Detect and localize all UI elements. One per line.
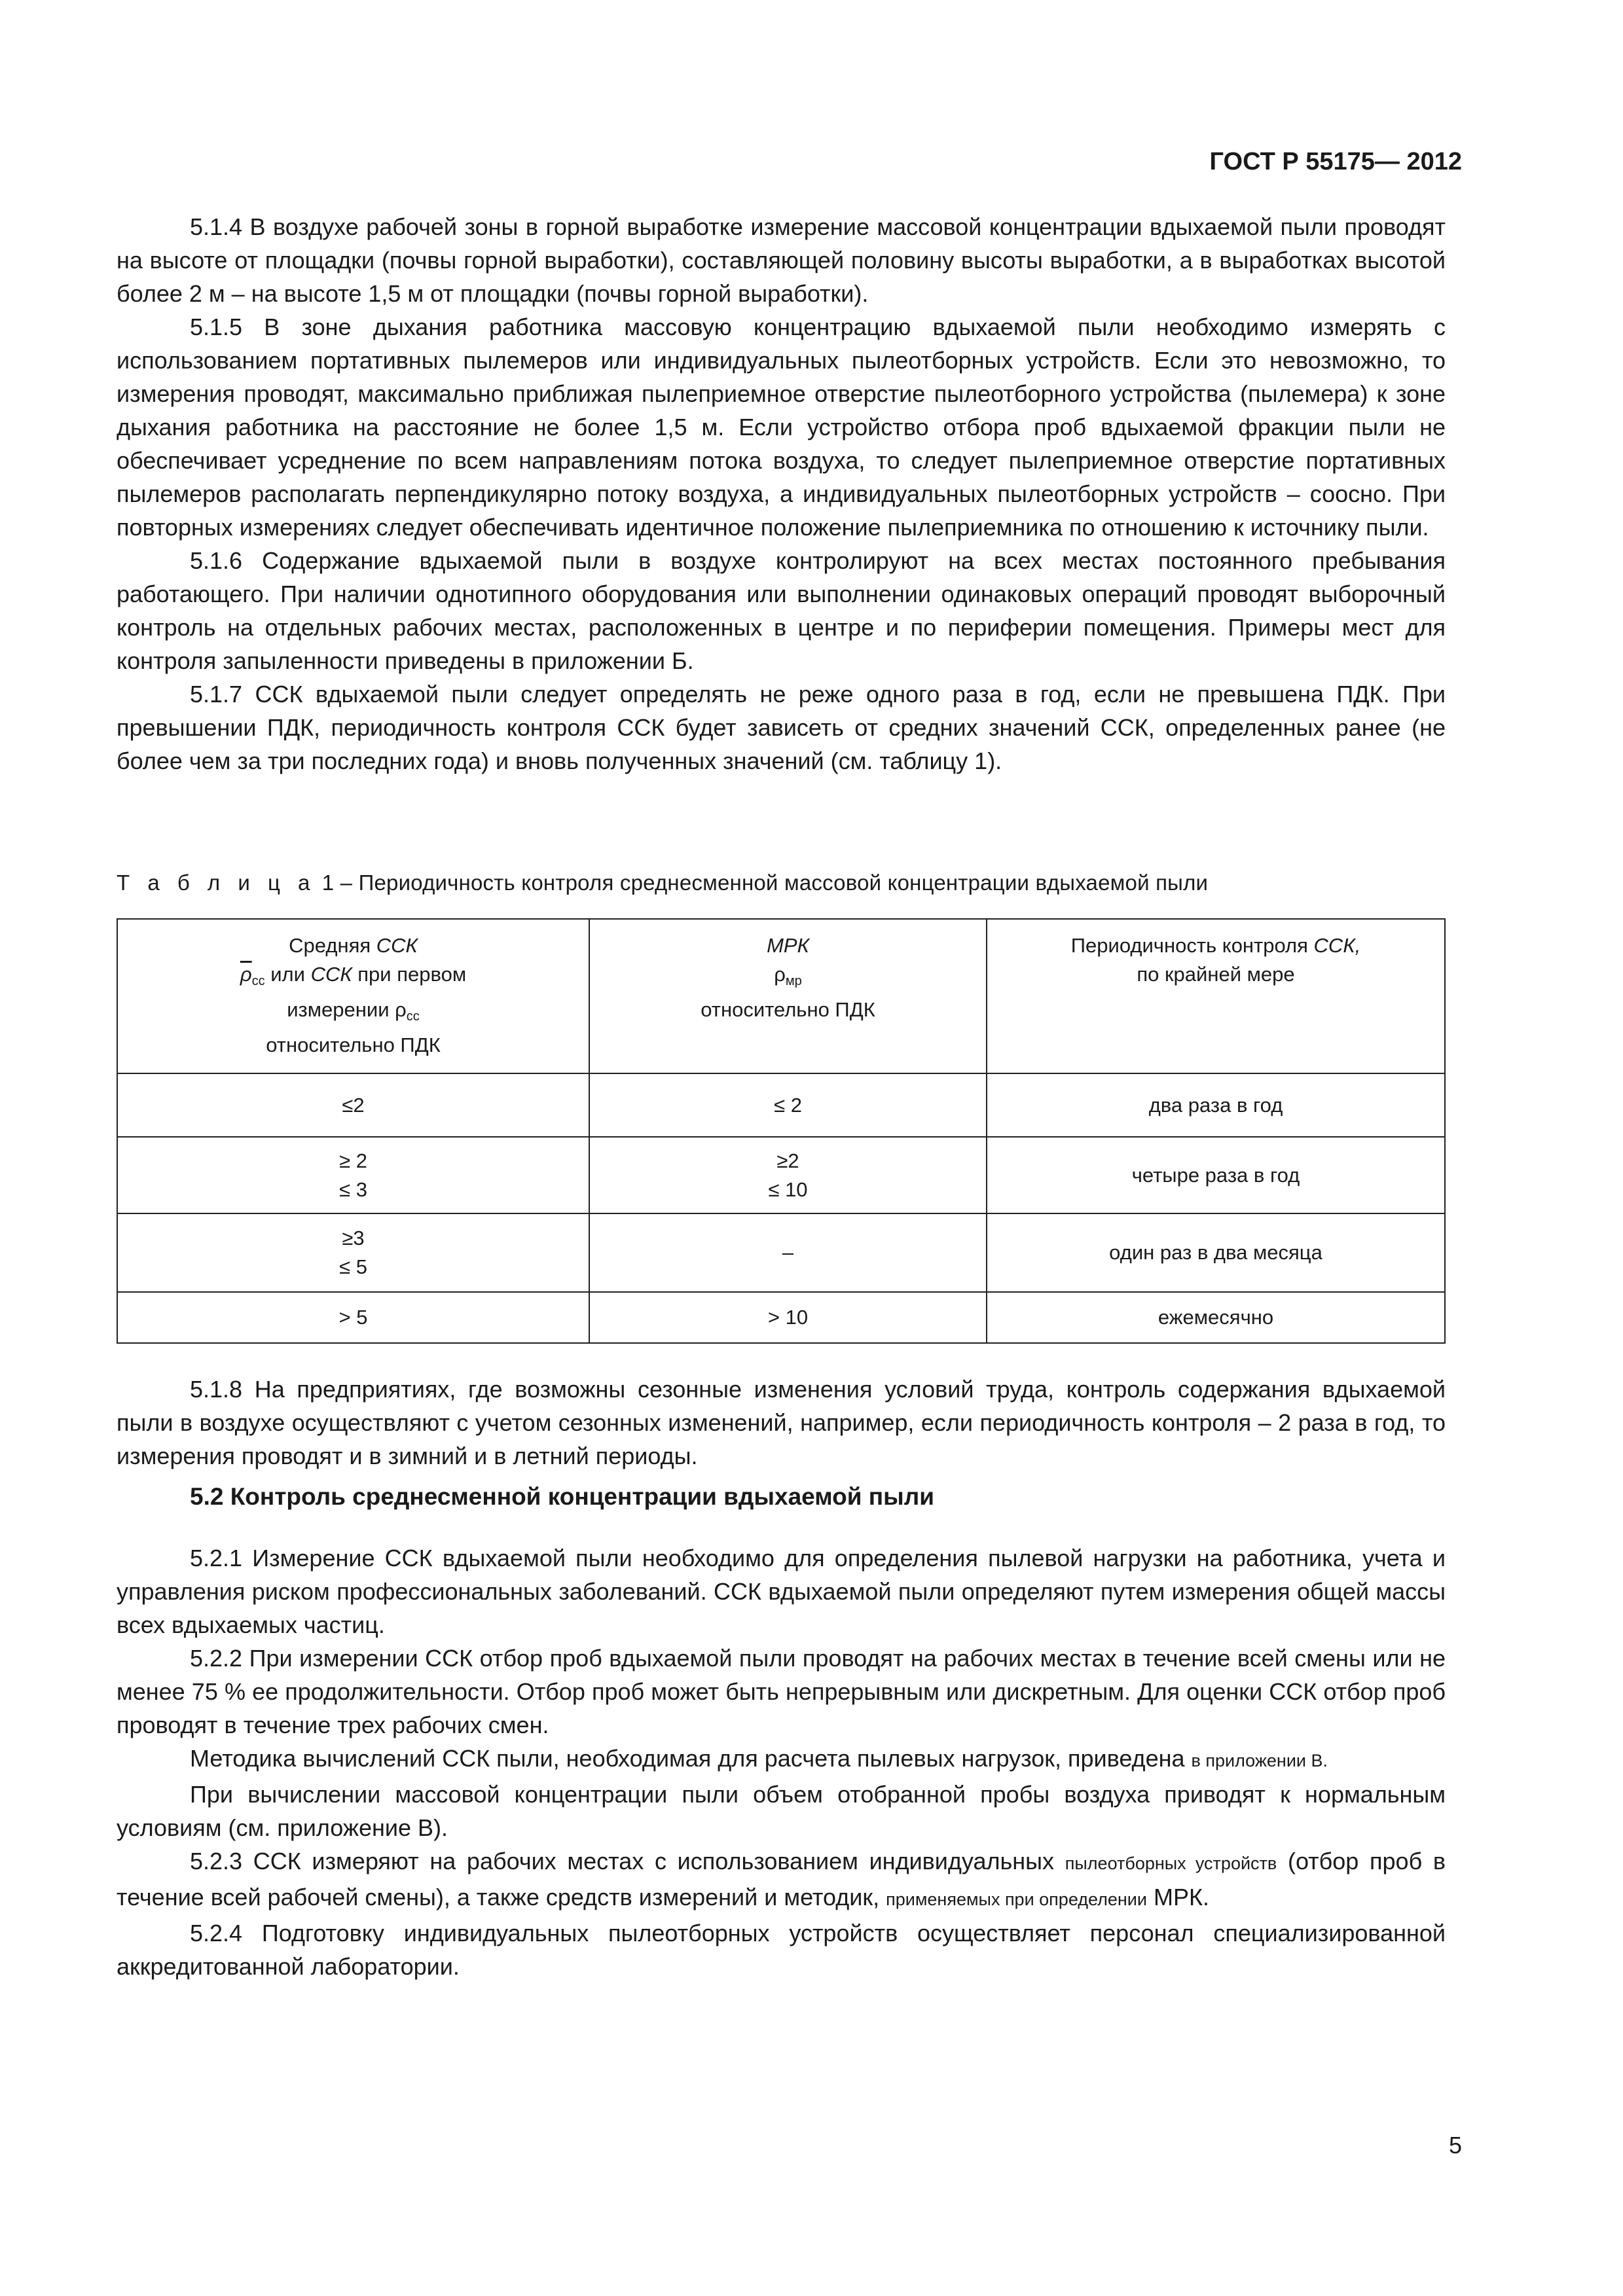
table-cell: ежемесячно bbox=[987, 1292, 1445, 1343]
table-caption-label: Т а б л и ц а bbox=[117, 870, 316, 895]
table-caption-text: 1 – Периодичность контроля среднесменной массовой концентрации вдыхаемой пыли bbox=[316, 870, 1209, 895]
paragraph-5-1-8-block bbox=[117, 1372, 1446, 1473]
table-cell: – bbox=[589, 1213, 987, 1292]
table-caption bbox=[117, 870, 1208, 895]
table-row bbox=[117, 1073, 1445, 1137]
table-cell: ≥2 ≤ 10 bbox=[589, 1137, 987, 1213]
section-5-1-text bbox=[117, 210, 1446, 778]
page-number: 5 bbox=[1448, 2132, 1462, 2159]
paragraph-5-1-7: 5.1.7 ССК вдыхаемой пыли следует определять не реже одного раза в год, если не превышена ПДК. При превышении ПДК, периодичность контроля ССК будет зависеть от средних значений ССК, определенных ранее (не более чем за три последних года) и вновь полученных значений (см. таблицу 1). bbox=[117, 681, 1446, 774]
table-row bbox=[117, 1292, 1445, 1343]
table-row bbox=[117, 1137, 1445, 1213]
header-cell-average: Средняя ССК $\overline{\rho}_{cc}$ или ССК при первом измерении $\rho_{cc}$ относительно ПДК bbox=[117, 919, 589, 1073]
paragraph-5-2-2: 5.2.2 При измерении ССК отбор проб вдыхаемой пыли проводят на рабочих местах в течение всей смены или не менее 75 % ее продолжительности. Отбор проб может быть непрерывным или дискретным. Для оценки ССК отбор проб проводят в течение трех рабочих смен. bbox=[117, 1645, 1446, 1738]
table-cell: ≥3 ≤ 5 bbox=[117, 1213, 589, 1292]
table-cell: > 5 bbox=[117, 1292, 589, 1343]
table-cell: ≤2 bbox=[117, 1073, 589, 1137]
table-cell: четыре раза в год bbox=[987, 1137, 1445, 1213]
table-cell: один раз в два месяца bbox=[987, 1213, 1445, 1292]
paragraph-5-1-5: 5.1.5 В зоне дыхания работника массовую концентрацию вдыхаемой пыли необходимо измерять с использованием портативных пылемеров или индивидуальных пылеотборных устройств. Если это невозможно, то измерения проводят, максимально приближая пылеприемное отверстие пылеотборного устройства (пылемера) к зоне дыхания работника на расстояние не более 1,5 м. Если устройство отбора проб вдыхаемой фракции пыли не обеспечивает усреднение по всем направлениям потока воздуха, то следует пылеприемное отверстие портативных пылемеров располагать перпендикулярно потоку воздуха, а индивидуальных пылеотборных устройств – соосно. При повторных измерениях следует обеспечивать идентичное положение пылеприемника по отношению к источнику пыли. bbox=[117, 314, 1446, 541]
paragraph-5-2-3: 5.2.3 ССК измеряют на рабочих местах с использованием индивидуальных пылеотборных устройств (отбор проб в течение всей рабочей смены), а также средств измерений и методик, применяемых при определении МРК. bbox=[117, 1848, 1446, 1910]
table-cell: > 10 bbox=[589, 1292, 987, 1343]
paragraph-5-1-8: 5.1.8 На предприятиях, где возможны сезонные изменения условий труда, контроль содержания вдыхаемой пыли в воздухе осуществляют с учетом сезонных изменений, например, если периодичность контроля – 2 раза в год, то измерения проводят и в зимний и в летний периоды. bbox=[117, 1376, 1446, 1469]
table-header-row bbox=[117, 919, 1445, 1073]
paragraph-5-2-4: 5.2.4 Подготовку индивидуальных пылеотборных устройств осуществляет персонал специализированной аккредитованной лаборатории. bbox=[117, 1920, 1446, 1980]
periodicity-table bbox=[117, 918, 1446, 1344]
header-cell-mrk: МРК $\rho_{мр}$ относительно ПДК bbox=[589, 919, 987, 1073]
table-cell: ≥ 2 ≤ 3 bbox=[117, 1137, 589, 1213]
paragraph-volume: При вычислении массовой концентрации пыли объем отобранной пробы воздуха приводят к нормальным условиям (см. приложение В). bbox=[117, 1781, 1446, 1841]
table-cell: два раза в год bbox=[987, 1073, 1445, 1137]
paragraph-5-1-6: 5.1.6 Содержание вдыхаемой пыли в воздухе контролируют на всех местах постоянного пребывания работающего. При наличии однотипного оборудования или выполнении одинаковых операций проводят выборочный контроль на отдельных рабочих местах, расположенных в центре и по периферии помещения. Примеры мест для контроля запыленности приведены в приложении Б. bbox=[117, 547, 1446, 674]
paragraph-5-1-4: 5.1.4 В воздухе рабочей зоны в горной выработке измерение массовой концентрации вдыхаемой пыли проводят на высоте от площадки (почвы горной выработки), составляющей половину высоты выработки, а в выработках высотой более 2 м – на высоте 1,5 м от площадки (почвы горной выработки). bbox=[117, 213, 1446, 307]
section-heading-5-2: 5.2 Контроль среднесменной концентрации вдыхаемой пыли bbox=[190, 1483, 934, 1510]
section-5-2-text bbox=[117, 1541, 1446, 1983]
table-row bbox=[117, 1213, 1445, 1292]
document-header: ГОСТ Р 55175— 2012 bbox=[1209, 148, 1462, 175]
header-cell-periodicity: Периодичность контроля ССК, по крайней мере bbox=[987, 919, 1445, 1073]
paragraph-5-2-1: 5.2.1 Измерение ССК вдыхаемой пыли необходимо для определения пылевой нагрузки на работника, учета и управления риском профессиональных заболеваний. ССК вдыхаемой пыли определяют путем измерения общей массы всех вдыхаемых частиц. bbox=[117, 1545, 1446, 1638]
table-cell: ≤ 2 bbox=[589, 1073, 987, 1137]
paragraph-method: Методика вычислений ССК пыли, необходимая для расчета пылевых нагрузок, приведена в приложении В. bbox=[190, 1745, 1328, 1772]
